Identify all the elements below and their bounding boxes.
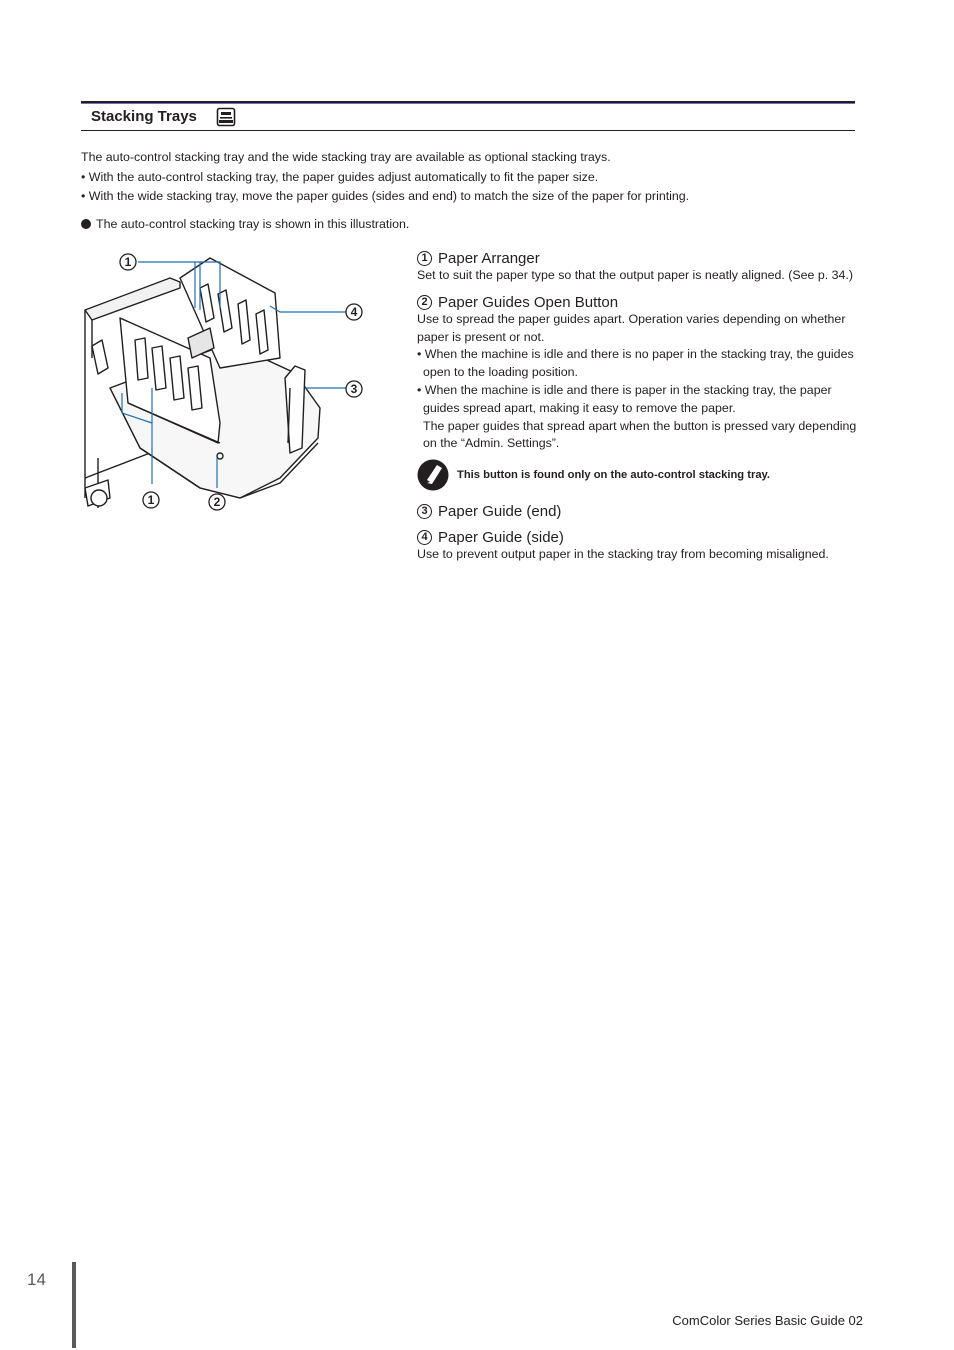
- item-bullet: • When the machine is idle and there is no paper in the stacking tray, the guides open to the loading position.: [417, 347, 854, 380]
- item-title: Paper Guide (end): [438, 503, 562, 521]
- item-title: Paper Guides Open Button: [438, 293, 619, 311]
- item-heading: [417, 529, 857, 546]
- item-title: Paper Arranger: [438, 250, 540, 267]
- item-heading: [417, 294, 857, 311]
- item-paper-guide-end: [417, 503, 857, 520]
- caution-pencil-icon: [417, 459, 449, 491]
- stacking-tray-icon: [216, 107, 236, 127]
- item-paper-arranger: [417, 250, 857, 285]
- item-descriptions: [417, 250, 857, 573]
- item-number: 2: [417, 295, 432, 310]
- page-number: 14: [27, 1270, 46, 1289]
- callout-1-top-label: 1: [124, 255, 132, 269]
- caution-note: [417, 459, 857, 491]
- item-number: 1: [417, 251, 432, 266]
- item-heading: [417, 503, 857, 520]
- bullet-dot-icon: [81, 219, 91, 229]
- item-heading: [417, 250, 857, 267]
- note-text: The auto-control stacking tray is shown in this illustration.: [96, 217, 410, 231]
- callout-1-bottom-label: 1: [147, 493, 155, 507]
- intro-bullet: • With the auto-control stacking tray, the paper guides adjust automatically to fit the paper size.: [81, 169, 599, 184]
- intro-text: [81, 148, 861, 207]
- illustration-note: [81, 216, 409, 233]
- item-description: Use to prevent output paper in the stacking tray from becoming misaligned.: [417, 547, 829, 562]
- item-number: 3: [417, 504, 432, 519]
- intro-bullet: • With the wide stacking tray, move the paper guides (sides and end) to match the size of the paper for printing.: [81, 189, 690, 203]
- caution-text: This button is found only on the auto-control stacking tray.: [457, 469, 771, 482]
- item-description: Use to spread the paper guides apart. Operation varies depending on whether paper is present or not.: [417, 311, 846, 344]
- item-title: Paper Guide (side): [438, 529, 564, 547]
- stacking-tray-illustration: [80, 248, 370, 516]
- intro-line: The auto-control stacking tray and the wide stacking tray are available as optional stacking trays.: [81, 150, 611, 164]
- callout-3-label: 3: [350, 382, 358, 396]
- item-bullet-continued: The paper guides that spread apart when the button is pressed vary depending on the “Admin. Settings”.: [423, 418, 857, 451]
- callout-4-label: 4: [350, 305, 358, 319]
- item-number: 4: [417, 530, 432, 545]
- callout-2-label: 2: [213, 495, 221, 509]
- footer-guide-name: ComColor Series Basic Guide 02: [672, 1313, 863, 1328]
- section-header: [81, 101, 855, 131]
- item-paper-guide-side: [417, 529, 857, 564]
- section-title: Stacking Trays: [91, 108, 197, 125]
- item-paper-guides-open-button: [417, 294, 857, 491]
- page-edge-bar: [72, 1262, 76, 1348]
- item-description: Set to suit the paper type so that the output paper is neatly aligned. (See p. 34.): [417, 268, 854, 282]
- item-bullet: • When the machine is idle and there is paper in the stacking tray, the paper guides spread apart, making it easy to remove the paper.: [417, 382, 832, 415]
